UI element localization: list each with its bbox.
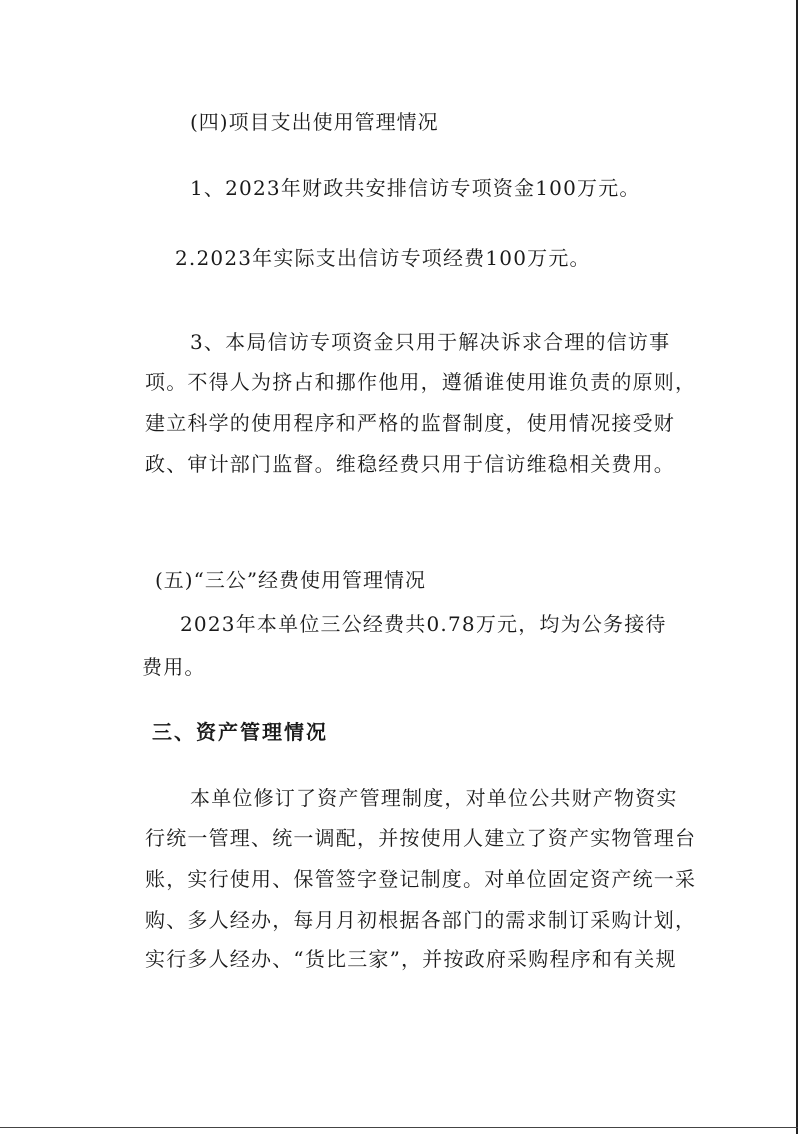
section-four-item-2: 2.2023年实际支出信访专项经费100万元。 bbox=[175, 246, 591, 270]
section-five-heading: (五)“三公”经费使用管理情况 bbox=[155, 568, 427, 592]
section-three-body-line-1: 本单位修订了资产管理制度，对单位公共财产物资实 bbox=[190, 786, 678, 810]
section-four-item-3-line-3: 建立科学的使用程序和严格的监督制度，使用情况接受财 bbox=[145, 411, 675, 435]
section-three-body-line-2: 行统一管理、统一调配，并按使用人建立了资产实物管理台 bbox=[145, 826, 697, 850]
section-four-item-1: 1、2023年财政共安排信访专项资金100万元。 bbox=[190, 176, 641, 200]
section-four-item-3-line-2: 项。不得人为挤占和挪作他用，遵循谁使用谁负责的原则， bbox=[145, 370, 697, 394]
section-four-heading: (四)项目支出使用管理情况 bbox=[190, 110, 439, 134]
section-three-body-line-4: 购、多人经办，每月月初根据各部门的需求制订采购计划， bbox=[145, 908, 697, 932]
section-four-item-3-line-1: 3、本局信访专项资金只用于解决诉求合理的信访事 bbox=[190, 330, 671, 354]
section-three-heading: 三、资产管理情况 bbox=[152, 720, 328, 744]
section-five-body-line-2: 费用。 bbox=[142, 655, 206, 679]
section-three-body-line-3: 账，实行使用、保管签字登记制度。对单位固定资产统一采 bbox=[145, 867, 697, 891]
section-five-body-line-1: 2023年本单位三公经费共0.78万元，均为公务接待 bbox=[180, 612, 667, 636]
page-edge-bottom bbox=[0, 1127, 798, 1128]
section-three-body-line-5: 实行多人经办、“货比三家”，并按政府采购程序和有关规 bbox=[145, 947, 677, 971]
section-four-item-3-line-4: 政、审计部门监督。维稳经费只用于信访维稳相关费用。 bbox=[145, 452, 675, 476]
